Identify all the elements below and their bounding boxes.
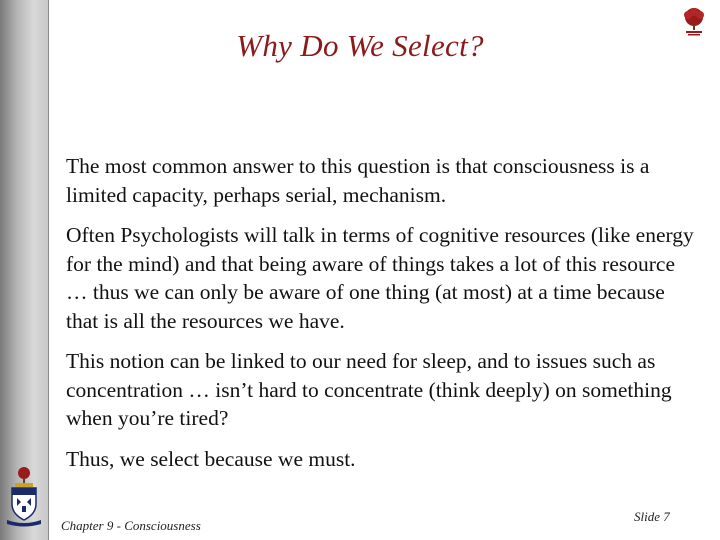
slide-title: Why Do We Select? bbox=[236, 28, 484, 63]
paragraph-1: The most common answer to this question is that consciousness is a limited capacity, perhaps serial, mechanism. bbox=[66, 154, 650, 207]
paragraph-4: Thus, we select because we must. bbox=[66, 446, 356, 471]
tree-logo-icon bbox=[678, 6, 710, 38]
paragraph-2: Often Psychologists will talk in terms of cognitive resources (like energy for the mind) and that being aware of things takes a lot of this resource … thus we can only be aware of one thing (at most) at a time because that is all the resources we have. bbox=[66, 223, 694, 333]
sidebar-strip bbox=[0, 0, 49, 540]
slide-body bbox=[66, 152, 696, 485]
footer-slide-number: Slide 7 bbox=[634, 509, 670, 524]
footer-chapter: Chapter 9 - Consciousness bbox=[61, 518, 201, 533]
university-crest-icon bbox=[5, 466, 43, 528]
paragraph-3: This notion can be linked to our need for sleep, and to issues such as concentration … isn’t hard to concentrate (think deeply) on something when you’re tired? bbox=[66, 349, 672, 430]
